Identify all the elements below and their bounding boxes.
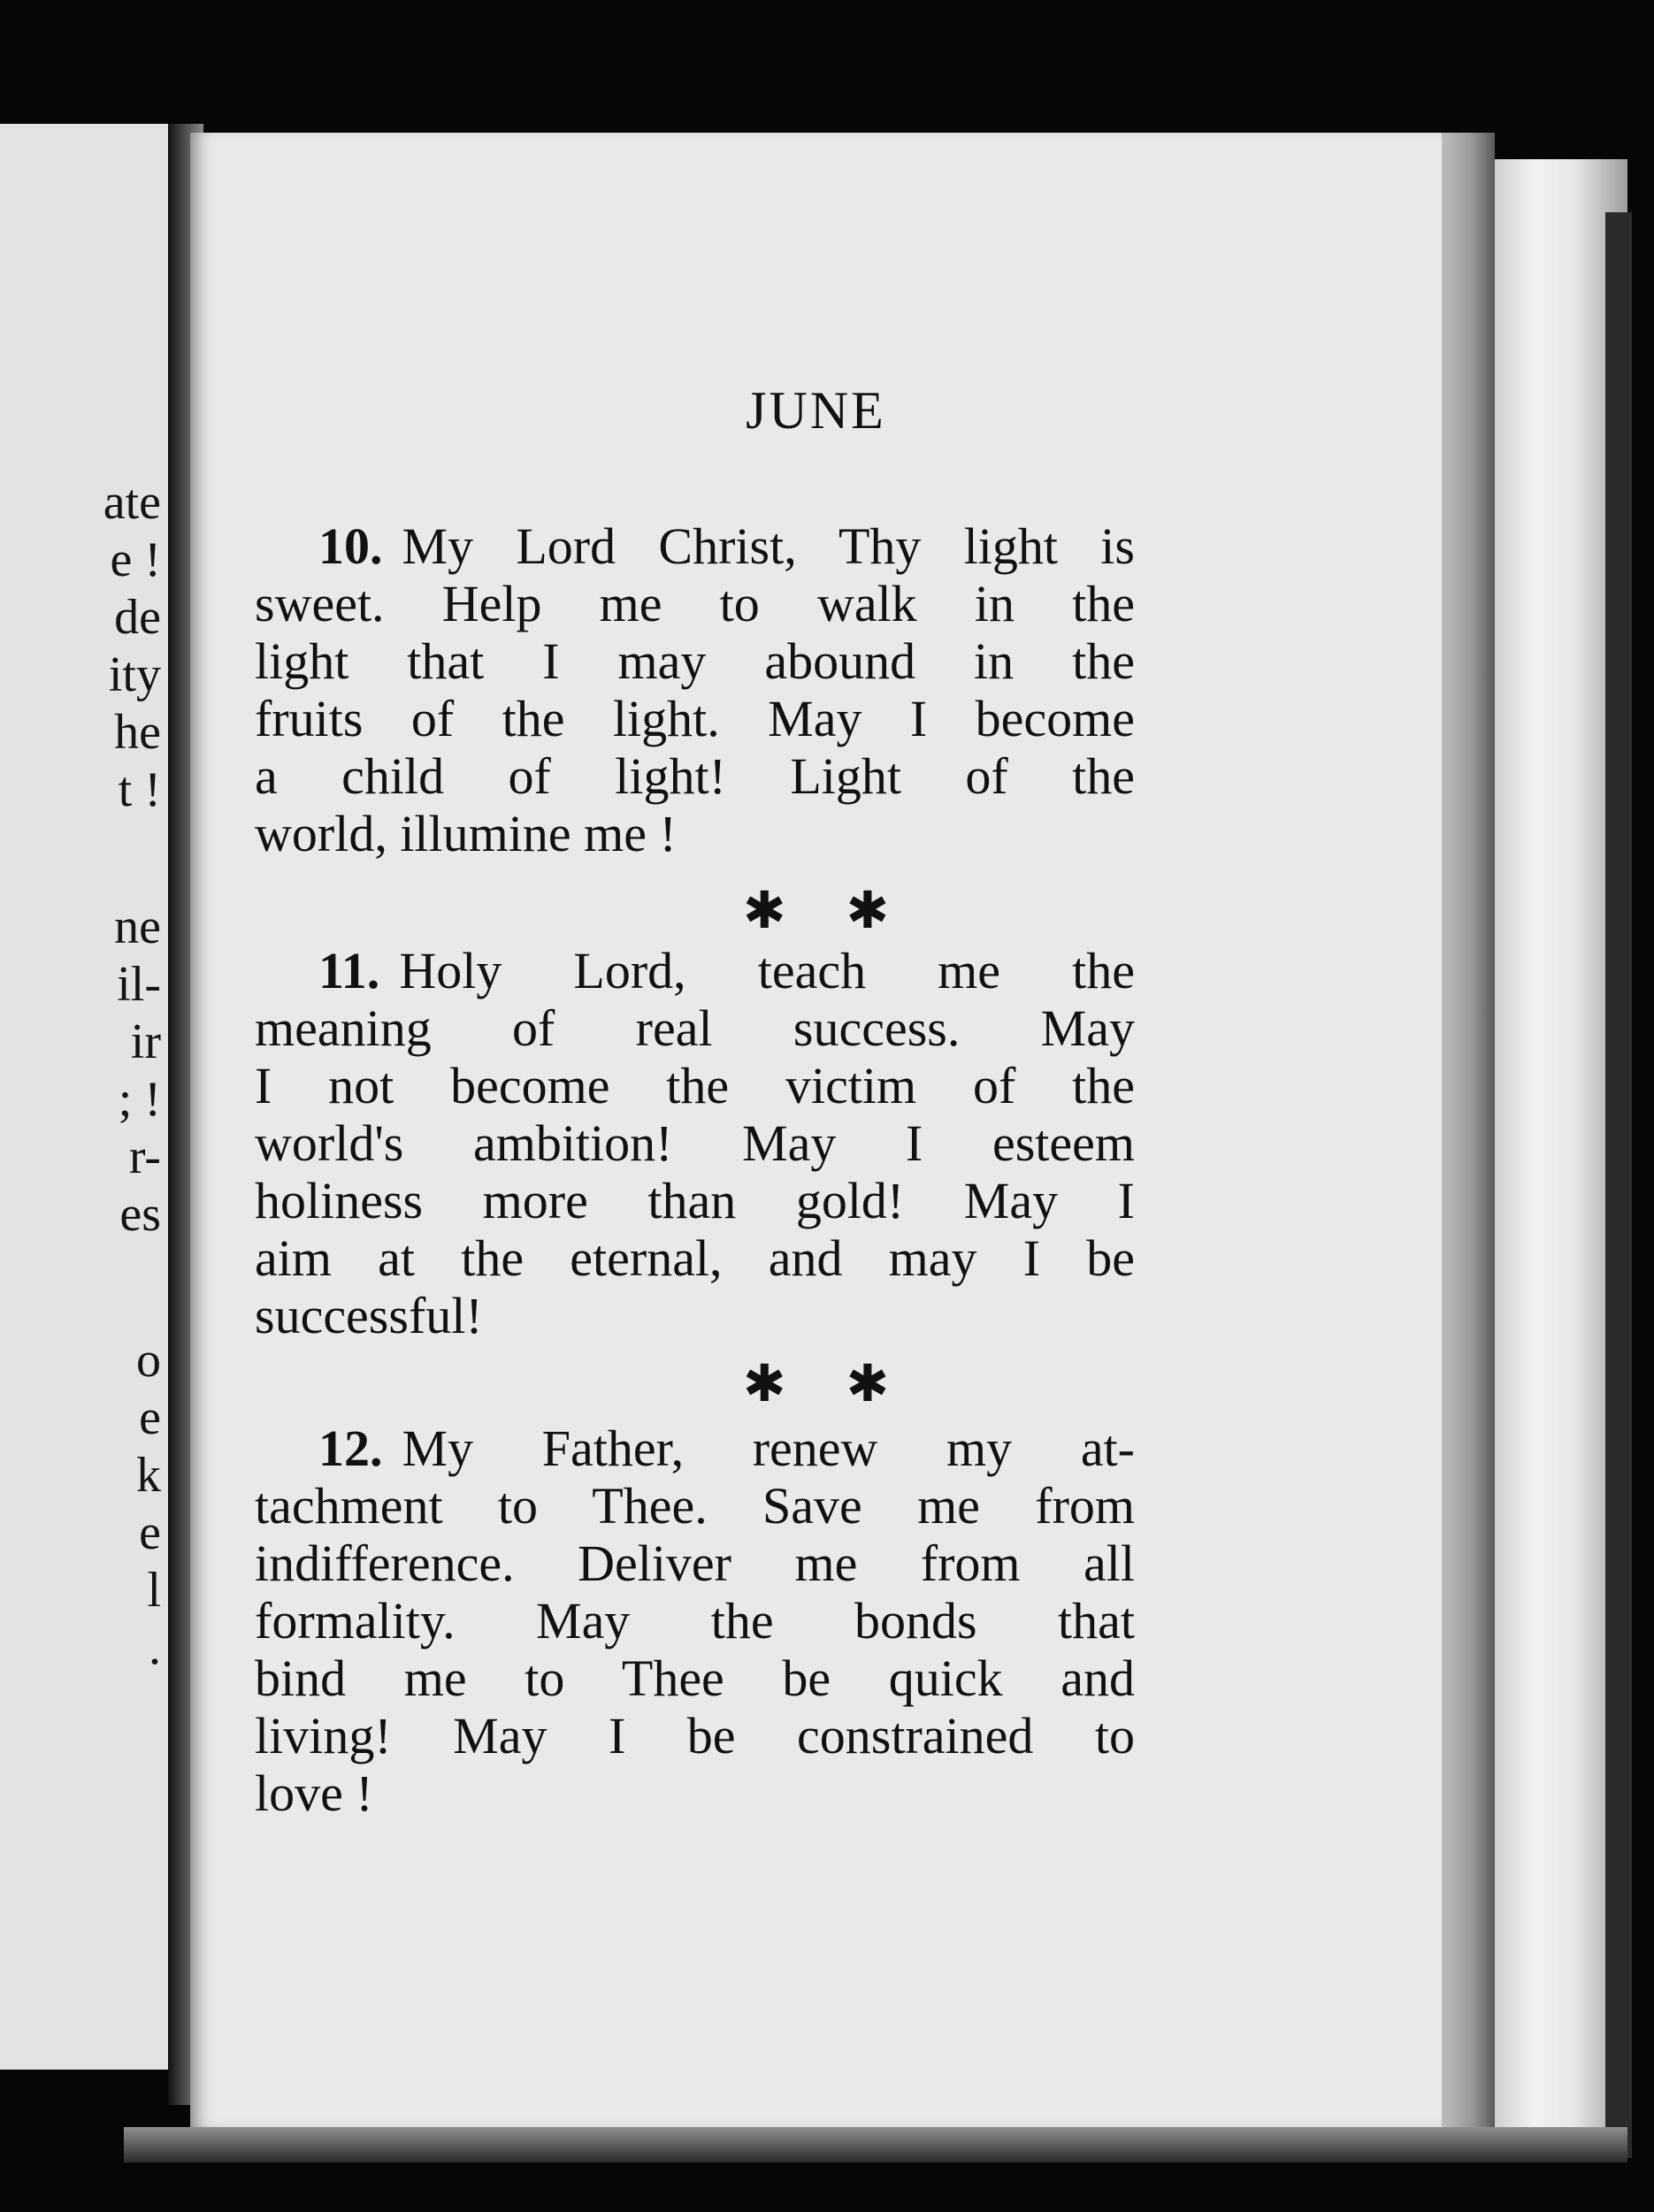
entry-number: 10. [318,517,383,575]
entry-line: successful! [255,1287,483,1344]
left-fragment: ; ! [118,1072,161,1127]
entry-line: love ! [255,1764,373,1822]
left-fragment: ity [108,647,161,702]
entry-line: living! May I be constrained to [255,1707,1135,1764]
page-heading: JUNE [746,381,886,440]
entry-line: meaning of real success. May [255,999,1135,1057]
section-separator [190,1353,1442,1413]
entry-line-text: My Lord Christ, Thy light is [402,517,1135,575]
page-bottom-shadow [124,2127,1627,2162]
entry-number: 11. [318,942,380,999]
entry-line: formality. May the bonds that [255,1592,1135,1649]
entry-line-text: My Father, renew my at- [402,1420,1135,1477]
left-fragment: e [139,1390,161,1445]
entry-12 [255,1420,1135,1822]
left-fragment: e [139,1505,161,1560]
asterisk: ✱ [846,880,890,940]
left-fragment: e ! [110,532,161,587]
left-fragment: il- [117,957,161,1012]
asterisk: ✱ [742,1353,786,1413]
asterisk: ✱ [846,1353,890,1413]
left-fragment: ir [130,1014,161,1069]
left-fragment: r- [128,1129,161,1184]
entry-line: indifference. Deliver me from all [255,1535,1135,1592]
entry-10 [255,517,1135,862]
entry-line [255,942,1135,999]
cover-shadow [1605,212,1632,2158]
left-fragment: l [147,1563,161,1618]
entry-line [255,517,1135,575]
page-block-edge [1442,133,1495,2140]
entry-line: a child of light! Light of the [255,747,1135,805]
entry-line: holiness more than gold! May I [255,1172,1135,1229]
asterisk: ✱ [742,880,786,940]
left-fragment: es [119,1187,161,1242]
entry-line: tachment to Thee. Save me from [255,1477,1135,1535]
entry-line: I not become the victim of the [255,1057,1135,1114]
previous-page-edge [0,124,180,2070]
entry-line: fruits of the light. May I become [255,690,1135,747]
entry-line: world, illumine me ! [255,805,677,862]
entry-line: light that I may abound in the [255,632,1135,690]
entry-line: world's ambition! May I esteem [255,1114,1135,1172]
section-separator [190,880,1442,940]
entry-line [255,1420,1135,1477]
entry-line-text: Holy Lord, teach me the [399,942,1135,999]
left-fragment: o [136,1333,161,1388]
left-fragment: . [149,1620,161,1675]
left-fragment: k [136,1448,161,1503]
left-fragment: he [114,705,161,760]
left-fragment: de [114,590,161,645]
left-fragment: ne [114,899,161,954]
entry-line: bind me to Thee be quick and [255,1649,1135,1707]
entry-number: 12. [318,1420,383,1477]
entry-line: sweet. Help me to walk in the [255,575,1135,632]
left-fragment: ate [103,475,161,530]
entry-line: aim at the eternal, and may I be [255,1229,1135,1287]
left-fragment: t ! [118,762,161,817]
entry-11 [255,942,1135,1344]
